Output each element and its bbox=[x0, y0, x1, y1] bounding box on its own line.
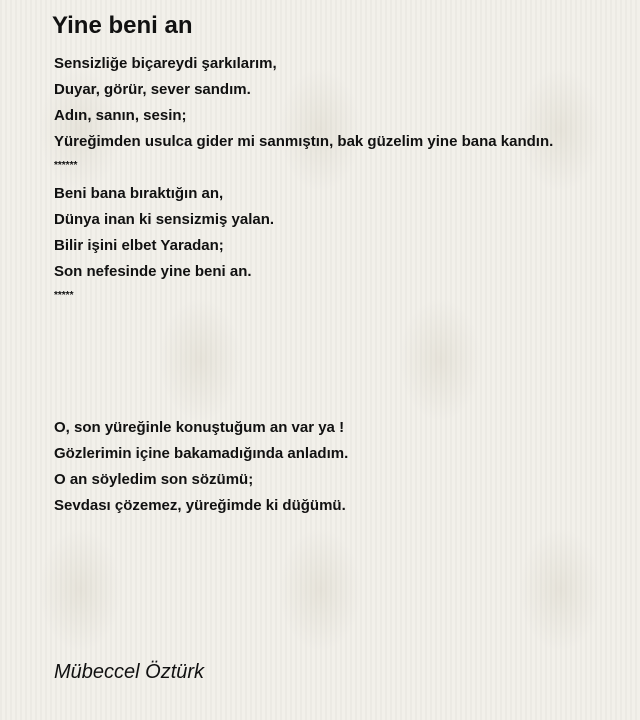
poem-line: Yüreğimden usulca gider mi sanmıştın, bak güzelim yine bana kandın. bbox=[54, 133, 554, 150]
poem-line: O, son yüreğinle konuştuğum an var ya ! bbox=[54, 419, 345, 436]
poem-body bbox=[54, 51, 634, 519]
poem-author: Mübeccel Öztürk bbox=[54, 661, 205, 683]
poem-line: Beni bana bıraktığın an, bbox=[54, 185, 224, 202]
poem-line: Duyar, görür, sever sandım. bbox=[54, 81, 251, 98]
poem-title: Yine beni an bbox=[52, 12, 193, 39]
poem-line: Sensizliğe biçareydi şarkılarım, bbox=[54, 55, 277, 72]
poem-line: Gözlerimin içine bakamadığında anladım. bbox=[54, 445, 349, 462]
poem-line: Dünya inan ki sensizmiş yalan. bbox=[54, 211, 275, 228]
poem-line: O an söyledim son sözümü; bbox=[54, 471, 254, 488]
poem-line: Son nefesinde yine beni an. bbox=[54, 263, 252, 280]
poem-line: Sevdası çözemez, yüreğimde ki düğümü. bbox=[54, 497, 346, 514]
stanza-separator: ***** bbox=[54, 290, 74, 301]
poem-line: Bilir işini elbet Yaradan; bbox=[54, 237, 224, 254]
stanza-gap bbox=[54, 311, 634, 415]
poem-line: Adın, sanın, sesin; bbox=[54, 107, 187, 124]
stanza-separator: ****** bbox=[54, 160, 78, 171]
